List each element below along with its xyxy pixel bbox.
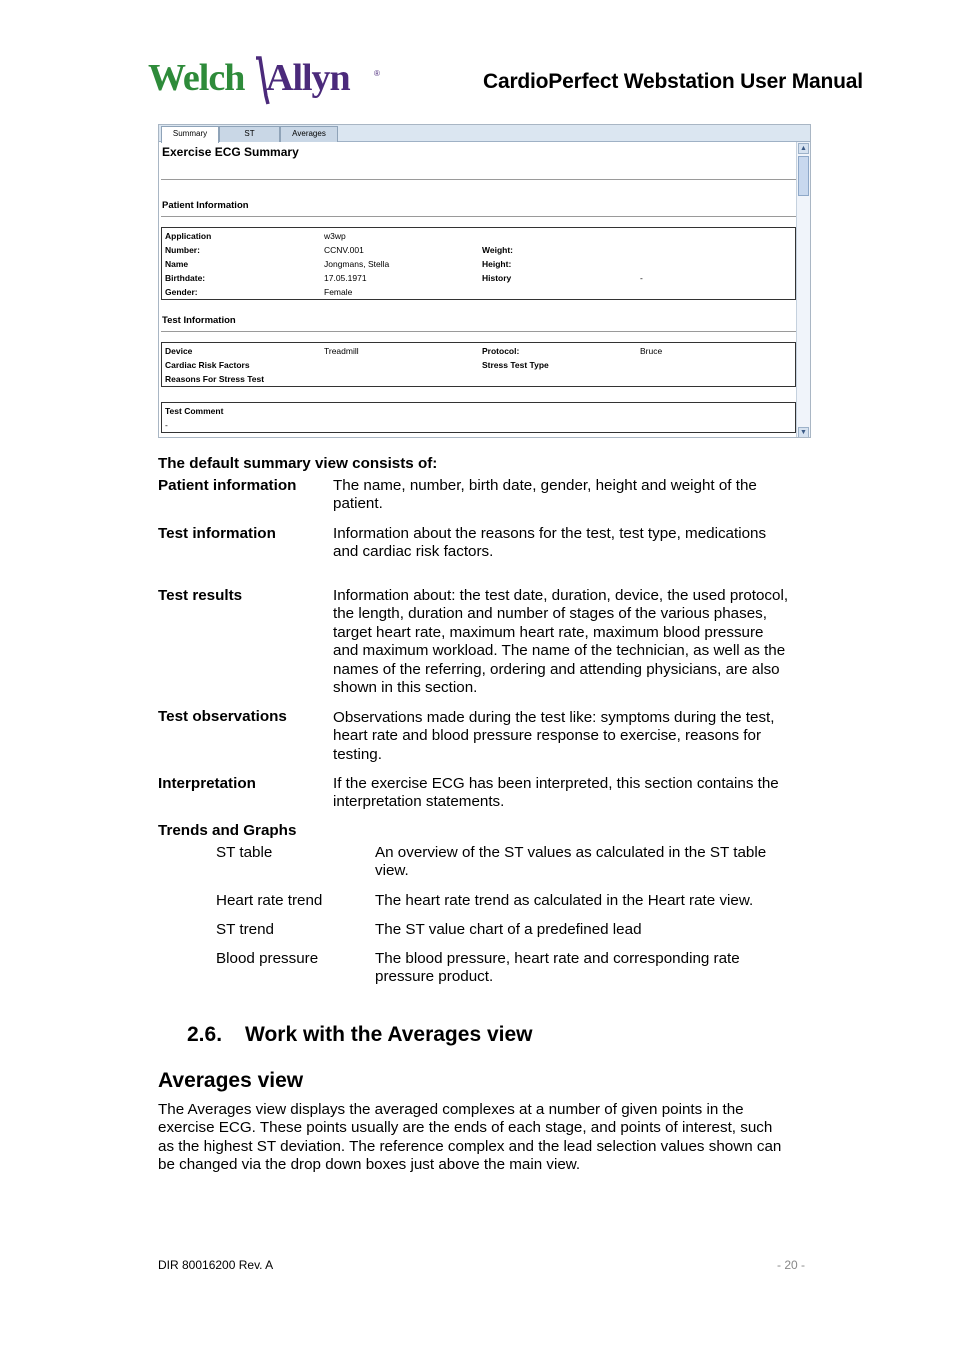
tab-summary[interactable]: Summary — [161, 126, 219, 143]
document-title: CardioPerfect Webstation User Manual — [483, 70, 863, 93]
tab-averages[interactable]: Averages — [280, 126, 338, 142]
history-value: - — [640, 273, 643, 283]
scroll-down-icon[interactable]: ▼ — [798, 427, 809, 438]
divider — [161, 331, 796, 332]
name-label: Name — [165, 259, 189, 269]
desc-test-observations: Observations made during the test like: symptoms during the test, heart rate and blood pressure response to exercise, reasons for testing. — [333, 709, 775, 763]
summary-heading: Exercise ECG Summary — [162, 145, 299, 159]
summary-content — [159, 142, 797, 438]
protocol-label: Protocol: — [482, 346, 520, 356]
test-information-box — [161, 342, 796, 387]
vertical-scrollbar[interactable] — [796, 142, 810, 438]
summary-screenshot — [158, 124, 811, 438]
patient-information-box — [161, 227, 796, 300]
protocol-value: Bruce — [640, 346, 663, 356]
history-label: History — [482, 273, 512, 283]
device-value: Treadmill — [324, 346, 359, 356]
intro-text: The default summary view consists of: — [158, 455, 438, 472]
birthdate-label: Birthdate: — [165, 273, 206, 283]
averages-view-heading: Averages view — [158, 1069, 304, 1092]
test-comment-value: - — [165, 420, 168, 430]
section-title: Work with the Averages view — [245, 1023, 533, 1046]
divider — [161, 179, 796, 180]
term-st-trend: ST trend — [216, 921, 274, 938]
term-heart-rate-trend: Heart rate trend — [216, 892, 323, 909]
patient-information-heading: Patient Information — [162, 200, 249, 211]
svg-text:®: ® — [374, 69, 380, 78]
averages-paragraph: The Averages view displays the averaged complexes at a number of given points in the exercise ECG. These points usually are the ends of each stage, and points of interest, such as the highest ST deviation. The reference complex and the lead selection values shown can be changed via the drop down boxes just above the main view. — [158, 1101, 782, 1174]
document-id: DIR 80016200 Rev. A — [158, 1258, 274, 1272]
desc-st-table: An overview of the ST values as calculated in the ST table view. — [375, 844, 767, 880]
term-blood-pressure: Blood pressure — [216, 950, 319, 967]
scroll-up-icon[interactable]: ▲ — [798, 143, 809, 154]
stress-test-type-label: Stress Test Type — [482, 360, 549, 370]
gender-value: Female — [324, 287, 353, 297]
desc-st-trend: The ST value chart of a predefined lead — [375, 921, 642, 938]
desc-heart-rate-trend: The heart rate trend as calculated in the Heart rate view. — [375, 892, 754, 909]
test-comment-label: Test Comment — [165, 406, 224, 416]
term-interpretation: Interpretation — [158, 775, 256, 792]
application-value: w3wp — [324, 231, 346, 241]
birthdate-value: 17.05.1971 — [324, 273, 367, 283]
number-value: CCNV.001 — [324, 245, 364, 255]
cardiac-risk-label: Cardiac Risk Factors — [165, 360, 250, 370]
application-label: Application — [165, 231, 212, 241]
tab-st[interactable]: ST — [219, 126, 280, 142]
term-patient-information: Patient information — [158, 477, 297, 494]
test-information-heading: Test Information — [162, 315, 236, 326]
term-test-results: Test results — [158, 587, 243, 604]
desc-interpretation: If the exercise ECG has been interpreted, this section contains the interpretation statements. — [333, 775, 779, 811]
trends-heading: Trends and Graphs — [158, 822, 297, 839]
reasons-label: Reasons For Stress Test — [165, 374, 265, 384]
svg-text:Allyn: Allyn — [266, 57, 350, 99]
device-label: Device — [165, 346, 193, 356]
gender-label: Gender: — [165, 287, 198, 297]
weight-label: Weight: — [482, 245, 514, 255]
term-st-table: ST table — [216, 844, 273, 861]
name-value: Jongmans, Stella — [324, 259, 390, 269]
desc-test-information: Information about the reasons for the test, test type, medications and cardiac risk factors. — [333, 525, 767, 561]
term-test-observations: Test observations — [158, 708, 287, 725]
height-label: Height: — [482, 259, 512, 269]
desc-blood-pressure: The blood pressure, heart rate and corresponding rate pressure product. — [375, 950, 740, 986]
tab-bar — [159, 125, 810, 142]
section-number: 2.6. — [187, 1023, 223, 1046]
svg-text:Welch: Welch — [148, 57, 245, 99]
number-label: Number: — [165, 245, 200, 255]
desc-patient-information: The name, number, birth date, gender, height and weight of the patient. — [333, 477, 757, 513]
test-comment-box — [161, 402, 796, 433]
desc-test-results: Information about: the test date, duration, device, the used protocol, the length, duration and number of stages of the various phases, target heart rate, maximum heart rate, maximum blood pressure and maximum workload. The name of the technician, as well as the names of the referring, ordering and attending physicians, are also shown in this section. — [333, 587, 789, 697]
welch-allyn-logo — [148, 52, 388, 110]
divider — [161, 216, 796, 217]
page-number: - 20 - — [777, 1258, 806, 1272]
term-test-information: Test information — [158, 525, 276, 542]
scroll-thumb[interactable] — [798, 156, 809, 196]
